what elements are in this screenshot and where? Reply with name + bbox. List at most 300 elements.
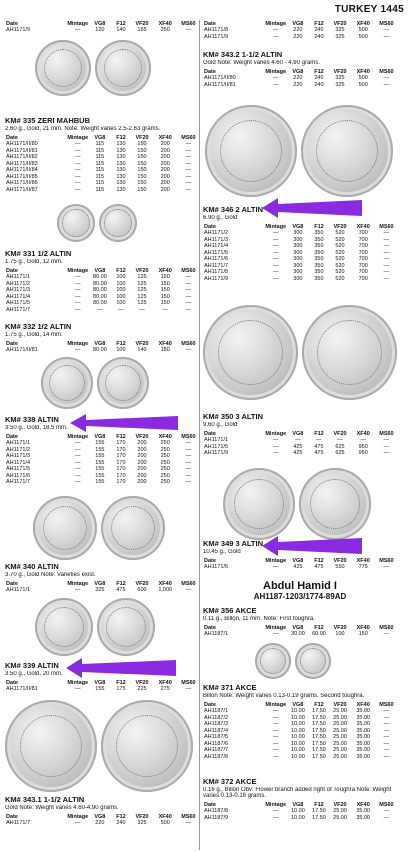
table-cell-ms60: —	[185, 300, 192, 307]
table-cell-vg8: 115	[95, 154, 105, 161]
column-header-xf40: XF40	[158, 433, 172, 440]
column-header-f12: F12	[314, 557, 324, 564]
price-table	[203, 430, 397, 457]
column-header-vf20: VF20	[333, 701, 347, 708]
entry-description: 2.60 g., Gold, 21 mm. Note: Weight varies 2.5-2.63 grams.	[5, 126, 161, 132]
table-cell-f12: 240	[314, 75, 324, 82]
table-cell-vg8: 30.00	[290, 631, 305, 638]
coin-obverse	[57, 204, 95, 242]
table-cell-xf40: 700	[358, 275, 368, 282]
column-header-vf20: VF20	[135, 813, 149, 820]
highlight-arrow-km346	[262, 196, 362, 220]
coin-reverse	[101, 700, 193, 792]
column-header-mintage: Mintage	[67, 267, 89, 274]
table-cell-vg8: 10.00	[290, 808, 305, 815]
table-cell-ms60: —	[383, 243, 390, 250]
table-cell-mintage: —	[272, 230, 279, 237]
table-cell-f12: 240	[314, 27, 324, 34]
coin-reverse	[301, 105, 393, 197]
table-cell-mintage: —	[74, 820, 81, 827]
column-header-vg8: VG8	[292, 624, 304, 631]
entry-title: KM# 339 ALTIN	[5, 661, 59, 670]
column-header-xf40: XF40	[356, 801, 370, 808]
column-header-date: Date	[6, 267, 18, 274]
table-cell-vg8: 155	[95, 440, 105, 447]
table-cell-xf40: 250	[160, 479, 170, 486]
continued-rows-left	[5, 20, 199, 34]
price-table	[5, 580, 199, 594]
table-cell-vg8: 80.00	[92, 347, 107, 354]
entry-km331	[5, 249, 199, 313]
column-header-vg8: VG8	[292, 20, 304, 27]
entry-title: KM# 340 ALTIN	[5, 562, 59, 571]
table-cell-date: AH1171/2	[204, 230, 229, 237]
table-cell-vg8: 120	[95, 27, 105, 34]
table-cell-ms60: —	[185, 147, 192, 154]
entry-km372	[203, 777, 397, 821]
table-cell-vf20: 25.00	[333, 814, 347, 821]
table-cell-vf20: 325	[137, 820, 147, 827]
table-cell-f12: 60.00	[312, 631, 326, 638]
table-cell-mintage: —	[74, 167, 81, 174]
table-cell-f12: 175	[116, 686, 126, 693]
table-cell-xf40: 200	[160, 180, 170, 187]
table-cell-mintage: —	[272, 450, 279, 457]
entry-description: 3.50 g., Gold, 18.5 mm.	[5, 425, 68, 431]
price-table	[5, 20, 199, 34]
table-cell-date: AH1171/8	[204, 269, 229, 276]
table-cell-vf20: 200	[137, 472, 147, 479]
table-cell-xf40: 700	[358, 243, 368, 250]
table-cell-vf20: —	[337, 437, 343, 444]
column-header-ms60: MS60	[379, 20, 394, 27]
column-header-ms60: MS60	[181, 813, 196, 820]
column-header-vf20: VF20	[333, 801, 347, 808]
table-cell-date: AH1171/1	[6, 440, 31, 447]
table-cell-ms60: —	[185, 280, 192, 287]
table-row	[5, 587, 199, 594]
table-cell-ms60: —	[383, 275, 390, 282]
table-cell-xf40: 500	[358, 33, 368, 40]
table-row	[203, 276, 397, 283]
table-cell-xf40: 950	[358, 450, 368, 457]
table-cell-xf40: 950	[358, 443, 368, 450]
table-cell-date: AH1187/1	[204, 631, 229, 638]
table-cell-date: AH1171/5	[6, 300, 31, 307]
table-cell-f12: 240	[314, 81, 324, 88]
entry-km350	[203, 412, 397, 457]
table-cell-xf40: 35.00	[356, 814, 371, 821]
table-cell-ms60: —	[383, 740, 390, 747]
entry-km3432	[203, 50, 397, 88]
table-cell-vf20: 520	[335, 230, 345, 237]
column-header-f12: F12	[314, 430, 324, 437]
column-header-xf40: XF40	[356, 701, 370, 708]
table-cell-mintage: —	[272, 814, 279, 821]
column-header-vf20: VF20	[135, 134, 149, 141]
entry-km332	[5, 322, 199, 354]
table-cell-xf40: 1,000	[158, 587, 173, 594]
table-cell-ms60: —	[383, 753, 390, 760]
column-header-xf40: XF40	[158, 134, 172, 141]
table-cell-vg8: 115	[95, 173, 105, 180]
table-cell-f12: —	[316, 437, 322, 444]
table-cell-ms60: —	[383, 437, 390, 444]
table-cell-ms60: —	[383, 262, 390, 269]
column-header-mintage: Mintage	[265, 801, 287, 808]
coin-images-km356	[255, 643, 331, 679]
table-cell-vf20: 140	[137, 347, 147, 354]
table-cell-ms60: —	[383, 33, 390, 40]
coin-obverse	[255, 643, 291, 679]
table-cell-vg8: 155	[95, 446, 105, 453]
table-cell-date: AH1171/4	[204, 243, 229, 250]
table-cell-ms60: —	[185, 306, 192, 313]
table-cell-ms60: —	[185, 293, 192, 300]
table-cell-f12: 170	[116, 466, 126, 473]
table-cell-xf40: —	[162, 306, 168, 313]
column-header-vg8: VG8	[94, 340, 106, 347]
column-header-f12: F12	[314, 20, 324, 27]
table-cell-mintage: —	[74, 446, 81, 453]
table-header-row	[5, 580, 199, 587]
column-header-date: Date	[6, 679, 18, 686]
column-header-xf40: XF40	[158, 340, 172, 347]
coin-images-km338	[41, 357, 149, 409]
coin-reverse	[97, 357, 149, 409]
table-cell-ms60: —	[383, 256, 390, 263]
column-header-vf20: VF20	[333, 557, 347, 564]
table-row	[203, 631, 397, 638]
table-cell-vg8: 10.00	[290, 753, 305, 760]
table-cell-vf20: 625	[335, 443, 345, 450]
table-row	[5, 347, 199, 354]
table-cell-date: AH1171/9	[204, 450, 229, 457]
table-cell-ms60: —	[185, 587, 192, 594]
coin-images-km331	[57, 204, 137, 242]
price-table	[5, 267, 199, 313]
coin-images-km339	[35, 598, 155, 656]
table-cell-f12: 350	[314, 256, 324, 263]
table-cell-ms60: —	[383, 443, 390, 450]
table-cell-ms60: —	[185, 459, 192, 466]
table-cell-mintage: —	[272, 740, 279, 747]
table-cell-xf40: 700	[358, 236, 368, 243]
price-table	[203, 20, 397, 40]
table-cell-vf20: 165	[137, 27, 147, 34]
price-table	[5, 679, 199, 693]
table-cell-xf40: 250	[160, 440, 170, 447]
table-cell-vg8: 80.00	[92, 274, 107, 281]
table-cell-xf40: 250	[160, 453, 170, 460]
table-cell-xf40: 250	[160, 466, 170, 473]
table-cell-xf40: 35.00	[356, 740, 371, 747]
table-cell-ms60: —	[185, 180, 192, 187]
column-header-f12: F12	[116, 433, 126, 440]
coin-images-km349	[223, 468, 371, 540]
table-cell-ms60: —	[185, 453, 192, 460]
table-cell-xf40: 35.00	[356, 727, 371, 734]
entry-description: 9.60 g., Gold	[203, 422, 238, 428]
table-cell-vf20: 125	[137, 287, 147, 294]
table-cell-mintage: —	[272, 75, 279, 82]
table-cell-xf40: 35.00	[356, 721, 371, 728]
table-cell-ms60: —	[383, 230, 390, 237]
table-cell-date: AH1171/6	[204, 256, 229, 263]
table-cell-xf40: 700	[358, 262, 368, 269]
column-header-xf40: XF40	[158, 267, 172, 274]
table-cell-f12: 130	[116, 154, 126, 161]
column-header-xf40: XF40	[356, 624, 370, 631]
entry-km340	[5, 562, 199, 594]
table-cell-xf40: 700	[358, 269, 368, 276]
table-cell-vf20: 225	[137, 686, 147, 693]
table-cell-vf20: 25.00	[333, 734, 347, 741]
table-cell-vf20: 150	[137, 141, 147, 148]
table-cell-f12: 170	[116, 479, 126, 486]
table-cell-vg8: 115	[95, 160, 105, 167]
table-cell-vf20: 125	[137, 280, 147, 287]
table-cell-ms60: —	[185, 141, 192, 148]
column-header-vg8: VG8	[292, 430, 304, 437]
table-cell-vf20: 25.00	[333, 727, 347, 734]
table-row	[5, 820, 199, 827]
coin-obverse	[35, 598, 93, 656]
table-cell-xf40: 200	[160, 147, 170, 154]
table-cell-vg8: 155	[95, 479, 105, 486]
column-header-xf40: XF40	[356, 430, 370, 437]
table-cell-f12: 350	[314, 243, 324, 250]
column-header-mintage: Mintage	[67, 679, 89, 686]
table-cell-vg8: 10.00	[290, 714, 305, 721]
column-header-mintage: Mintage	[67, 340, 89, 347]
table-cell-date: AH1171/6	[6, 472, 31, 479]
table-cell-f12: 350	[314, 230, 324, 237]
price-table	[5, 813, 199, 827]
entry-title: KM# 356 AKCE	[203, 606, 257, 615]
table-cell-ms60: —	[185, 274, 192, 281]
column-header-vf20: VF20	[135, 580, 149, 587]
table-cell-vg8: 10.00	[290, 721, 305, 728]
table-cell-vf20: 150	[137, 186, 147, 193]
table-cell-date: AH1171/9	[204, 33, 229, 40]
column-header-mintage: Mintage	[67, 813, 89, 820]
column-header-ms60: MS60	[181, 679, 196, 686]
entry-description: Gold Note: Weight varies 4.60-4.90 grams.	[5, 805, 119, 811]
table-cell-ms60: —	[383, 708, 390, 715]
table-cell-ms60: —	[185, 186, 192, 193]
table-cell-f12: 350	[314, 249, 324, 256]
table-cell-xf40: 35.00	[356, 747, 371, 754]
column-header-vg8: VG8	[292, 68, 304, 75]
table-cell-vg8: —	[97, 306, 103, 313]
table-cell-ms60: —	[185, 440, 192, 447]
table-cell-mintage: —	[272, 249, 279, 256]
table-cell-f12: 130	[116, 147, 126, 154]
entry-title: KM# 371 AKCE	[203, 683, 257, 692]
table-cell-mintage: —	[272, 808, 279, 815]
table-row	[5, 307, 199, 314]
table-cell-date: AH1171/II/86	[6, 180, 38, 187]
table-cell-ms60: —	[383, 631, 390, 638]
entry-title: KM# 343.1 1-1/2 ALTIN	[5, 795, 85, 804]
table-cell-ms60: —	[185, 173, 192, 180]
table-cell-vg8: 220	[293, 75, 303, 82]
column-divider	[199, 20, 200, 850]
column-header-ms60: MS60	[181, 134, 196, 141]
entry-description: Billon Note: Weight varies 0.13-0.19 grams. Second toughra.	[203, 693, 365, 699]
table-cell-mintage: —	[74, 180, 81, 187]
table-cell-xf40: 200	[160, 173, 170, 180]
column-header-date: Date	[204, 68, 216, 75]
table-cell-date: AH1187/2	[204, 714, 229, 721]
table-cell-mintage: —	[74, 287, 81, 294]
table-cell-date: AH1171/3	[6, 287, 31, 294]
table-cell-xf40: 35.00	[356, 808, 371, 815]
column-header-date: Date	[6, 340, 18, 347]
table-cell-ms60: —	[383, 808, 390, 815]
table-cell-vf20: 200	[137, 446, 147, 453]
table-cell-vg8: 80.00	[92, 300, 107, 307]
entry-title: KM# 335 ZERI MAHBUB	[5, 116, 91, 125]
table-cell-ms60: —	[185, 347, 192, 354]
table-cell-mintage: —	[272, 564, 279, 571]
table-cell-vg8: 300	[293, 269, 303, 276]
table-cell-vf20: 25.00	[333, 721, 347, 728]
table-cell-vg8: 155	[95, 459, 105, 466]
table-cell-vg8: 10.00	[290, 814, 305, 821]
table-cell-mintage: —	[74, 160, 81, 167]
column-header-date: Date	[204, 20, 216, 27]
table-cell-f12: 240	[314, 33, 324, 40]
table-cell-mintage: —	[74, 459, 81, 466]
table-cell-date: AH1171/II/87	[6, 186, 38, 193]
entry-description: 10.45 g., Gold	[203, 549, 241, 555]
coin-images-km340	[33, 496, 165, 560]
table-cell-ms60: —	[383, 814, 390, 821]
coin-images-km346	[205, 105, 393, 197]
table-cell-vg8: 115	[95, 180, 105, 187]
table-cell-f12: 130	[116, 180, 126, 187]
table-cell-vf20: 325	[335, 75, 345, 82]
column-header-date: Date	[204, 701, 216, 708]
table-cell-vg8: 220	[95, 820, 105, 827]
column-header-f12: F12	[116, 580, 126, 587]
table-cell-date: AH1171/5	[204, 564, 229, 571]
column-header-ms60: MS60	[379, 801, 394, 808]
column-header-date: Date	[6, 813, 18, 820]
table-cell-date: AH1171/1	[6, 274, 31, 281]
table-cell-xf40: 250	[160, 472, 170, 479]
table-cell-xf40: 250	[160, 459, 170, 466]
table-cell-vg8: 300	[293, 230, 303, 237]
table-cell-f12: 17.50	[312, 734, 326, 741]
table-cell-vf20: 520	[335, 243, 345, 250]
table-cell-f12: 100	[116, 347, 126, 354]
table-cell-mintage: —	[272, 236, 279, 243]
table-header-row	[203, 801, 397, 808]
coin-reverse	[101, 496, 165, 560]
table-cell-f12: 475	[116, 587, 126, 594]
column-header-xf40: XF40	[356, 68, 370, 75]
table-header-row	[5, 134, 199, 141]
table-cell-ms60: —	[383, 747, 390, 754]
table-cell-xf40: 150	[358, 631, 368, 638]
column-header-ms60: MS60	[379, 701, 394, 708]
table-cell-mintage: —	[272, 708, 279, 715]
entry-km356	[203, 606, 397, 638]
table-cell-f12: 130	[116, 167, 126, 174]
table-cell-vf20: 325	[335, 33, 345, 40]
table-cell-date: AH1171/5	[6, 466, 31, 473]
table-cell-f12: 17.50	[312, 747, 326, 754]
table-cell-f12: 350	[314, 275, 324, 282]
table-cell-vg8: 115	[95, 186, 105, 193]
table-cell-vf20: 150	[137, 173, 147, 180]
column-header-f12: F12	[116, 813, 126, 820]
table-cell-xf40: 35.00	[356, 708, 371, 715]
table-cell-vf20: 125	[137, 293, 147, 300]
highlight-arrow-km349	[262, 534, 362, 558]
table-cell-vf20: 200	[137, 459, 147, 466]
coin-obverse	[41, 357, 93, 409]
table-header-row	[5, 433, 199, 440]
table-cell-vf20: 25.00	[333, 808, 347, 815]
coin-reverse	[295, 643, 331, 679]
table-cell-xf40: 200	[160, 160, 170, 167]
column-header-ms60: MS60	[379, 557, 394, 564]
column-header-vg8: VG8	[94, 433, 106, 440]
entry-title: KM# 349 3 ALTIN	[203, 539, 264, 548]
coin-obverse	[223, 468, 295, 540]
column-header-vg8: VG8	[292, 223, 304, 230]
table-cell-date: AH1171/II/82	[6, 154, 38, 161]
table-cell-xf40: 250	[160, 446, 170, 453]
table-cell-vf20: 200	[137, 479, 147, 486]
table-row	[5, 479, 199, 486]
coin-obverse	[205, 105, 297, 197]
table-row	[5, 686, 199, 693]
column-header-date: Date	[6, 134, 18, 141]
table-cell-date: AH1171/II/85	[6, 173, 38, 180]
table-cell-vg8: 425	[293, 443, 303, 450]
table-cell-vf20: 150	[137, 167, 147, 174]
table-cell-xf40: 180	[160, 347, 170, 354]
entry-title: KM# 343.2 1-1/2 ALTIN	[203, 50, 283, 59]
table-cell-f12: 130	[116, 160, 126, 167]
column-header-mintage: Mintage	[265, 701, 287, 708]
table-header-row	[203, 701, 397, 708]
table-cell-vg8: 10.00	[290, 708, 305, 715]
column-header-xf40: XF40	[158, 679, 172, 686]
table-cell-date: AH1187/1	[204, 708, 229, 715]
table-cell-ms60: —	[185, 472, 192, 479]
table-cell-mintage: —	[74, 147, 81, 154]
table-cell-date: AH1187/3	[204, 721, 229, 728]
table-header-row	[5, 20, 199, 27]
table-row	[203, 815, 397, 822]
table-header-row	[203, 430, 397, 437]
table-cell-mintage: —	[74, 440, 81, 447]
table-cell-vf20: —	[139, 306, 145, 313]
table-cell-vf20: 550	[335, 564, 345, 571]
column-header-mintage: Mintage	[67, 134, 89, 141]
entry-title: KM# 346 2 ALTIN	[203, 205, 264, 214]
table-cell-f12: 170	[116, 453, 126, 460]
table-cell-date: AH1171/II/84	[6, 167, 38, 174]
table-cell-vf20: 150	[137, 180, 147, 187]
table-cell-mintage: —	[272, 721, 279, 728]
